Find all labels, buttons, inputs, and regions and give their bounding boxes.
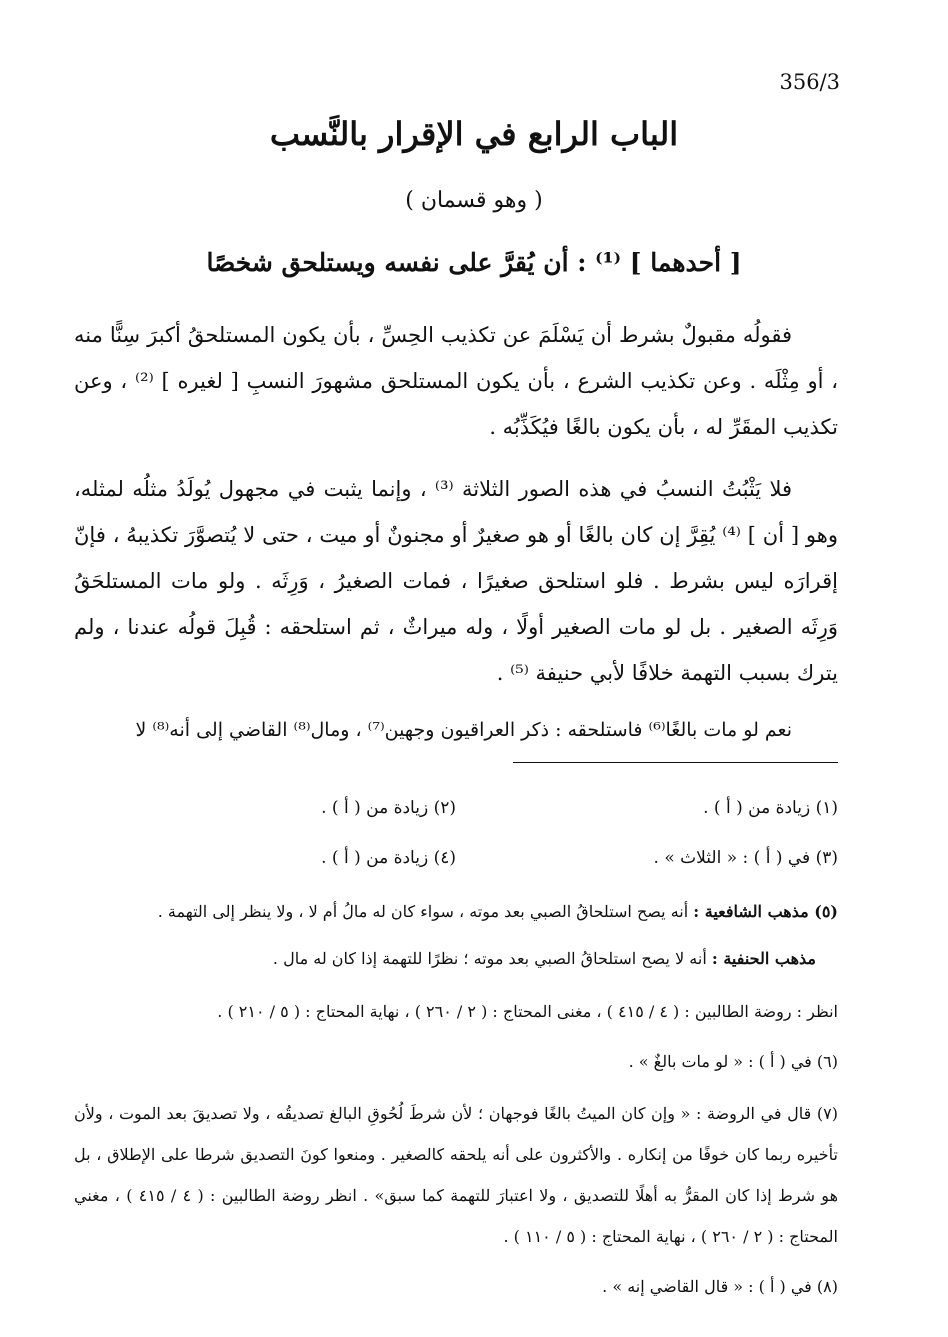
body-paragraph-3: نعم لو مات بالغًا⁽⁶⁾ فاستلحقه : ذكر العراقيون وجهين⁽⁷⁾ ، ومال⁽⁸⁾ القاضي إلى أنه⁽⁸⁾ لا: [135, 719, 792, 741]
footnote-6: (٦) في ( أ ) : « لو مات بالغٌ » .: [628, 1052, 838, 1071]
footnote-5-hanafi-label: مذهب الحنفية :: [711, 949, 816, 968]
footnote-4: (٤) زيادة من ( أ ) .: [321, 848, 456, 868]
footnote-5-hanafi-text: أنه لا يصح استلحاقُ الصبي بعد موته ؛ نظرًا للتهمة إذا كان له مال .: [272, 949, 707, 968]
footnote-2: (٢) زيادة من ( أ ) .: [321, 798, 456, 818]
footnote-1: (١) زيادة من ( أ ) .: [703, 798, 838, 818]
footnote-5-text: أنه يصح استلحاقُ الصبي بعد موته ، سواء كان له مالُ أم لا ، ولا ينظر إلى التهمة .: [157, 902, 689, 921]
section-heading: [ أحدهما ] ⁽¹⁾ : أن يُقرَّ على نفسه ويستلحق شخصًا: [206, 248, 742, 277]
chapter-subtitle: ( وهو قسمان ): [405, 188, 543, 213]
footnote-3: (٣) في ( أ ) : « الثلاث » .: [653, 848, 838, 868]
body-paragraph-2: [74, 466, 838, 696]
footnote-7: (٧) قال في الروضة : « وإن كان الميتُ بالغًا فوجهان ؛ لأن شرطَ لُحُوقِ البالغ تصديقُه ، ولا تصديقَ بعد الموت ، ولأن تأخيره ربما كان خوفًا من إنكاره . والأكثرون على أنه يلحقه كالصغير . ومنعوا كونَ التصديق شرطا على الإطلاق ، بل هو شرط إذا كان المقرُّ به أهلًا للتصديق ، ولا اعتبارَ للتهمة كما سبق» . انظر روضة الطالبين : ( ٤ / ٤١٥ ) ، مغني المحتاج : ( ٢ / ٢٦٠ ) ، نهاية المحتاج : ( ٥ / ١١٠ ) .: [74, 1104, 839, 1246]
footnote-row: [74, 798, 838, 818]
footnote-8: (٨) في ( أ ) : « قال القاضي إنه » .: [602, 1277, 838, 1296]
footnote-5-label: (٥) مذهب الشافعية :: [693, 902, 838, 921]
chapter-title: الباب الرابع في الإقرار بالنَّسب: [269, 115, 679, 153]
paragraph-text: فلا يَثْبُتُ النسبُ في هذه الصور الثلاثة ⁽³⁾ ، وإنما يثبت في مجهول يُولَدُ مثلُه لمثله، وهو [ أن ] ⁽⁴⁾ يُقِرَّ إن كان بالغًا أو هو صغيرٌ أو مجنونٌ أو ميت ، حتى لا يُتصوَّرَ تكذيبهُ ، فإنّ إقرارَه ليس بشرط . فلو استلحق صغيرًا ، فمات الصغيرُ ، وَرِثَه . ولو مات المستلحَقُ وَرِثَه الصغير . بل لو مات الصغير أولًا ، وله ميراثٌ ، ثم استلحقه : قُبِلَ قولُه عندنا ، ولم يترك بسبب التهمة خلافًا لأبي حنيفة ⁽⁵⁾ .: [74, 477, 838, 685]
footnote-row: [74, 848, 838, 868]
footnote-separator: [513, 762, 838, 763]
footnote-5: [74, 897, 838, 927]
body-paragraph-1: [74, 312, 838, 450]
page-number: 356/3: [779, 70, 840, 94]
footnote-5-hanafi: [74, 944, 838, 974]
footnote-5-references: انظر : روضة الطالبين : ( ٤ / ٤١٥ ) ، مغنى المحتاج : ( ٢ / ٢٦٠ ) ، نهاية المحتاج : ( ٥ / ٢١٠ ) .: [217, 1002, 838, 1021]
paragraph-text: فقولُه مقبولٌ بشرط أن يَسْلَمَ عن تكذيب الحِسِّ ، بأن يكون المستلحقُ أكبرَ سِنًّا منه ، أو مِثْلَه . وعن تكذيب الشرع ، بأن يكون المستلحق مشهورَ النسبِ [ لغيره ] ⁽²⁾ ، وعن تكذيب المقَرِّ له ، بأن يكون بالغًا فيُكَذِّبُه .: [74, 323, 838, 439]
